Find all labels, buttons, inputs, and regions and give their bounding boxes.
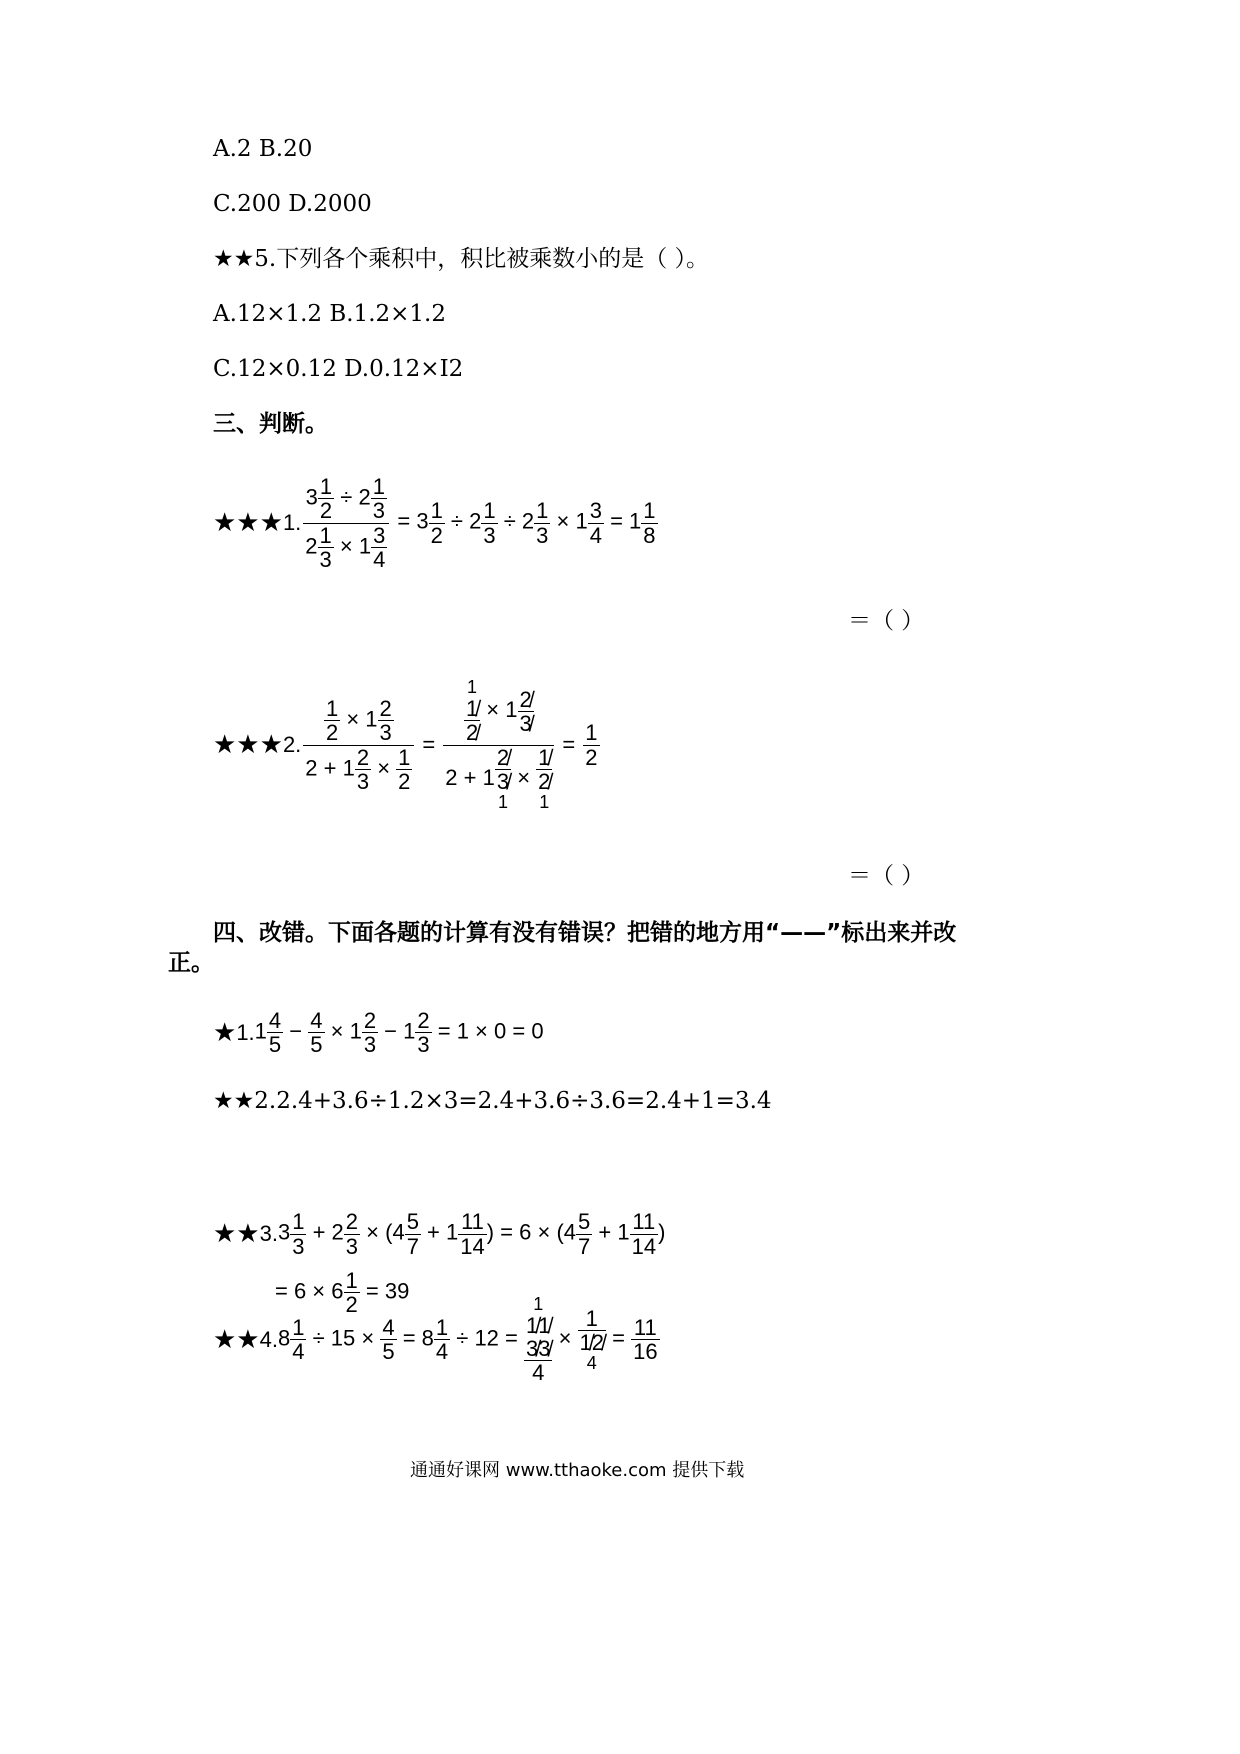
q5-options-row2: C.12×0.12 D.0.12×I2 <box>213 356 464 382</box>
fix3-expression: ★★ 3. 3 $\frac{1}{3}$ + 2 $\frac{2}{3}$ × (4 $\frac{5}{7}$ + 1 $\frac{11}{14}$ ) = 6 × (4 $\frac{5}{7}$ + 1 $\frac{11}{14}$ ) <box>213 1209 666 1259</box>
fix3-stars: ★★ <box>213 1219 260 1249</box>
q5-options-row1: A.12×1.2 B.1.2×1.2 <box>213 301 446 327</box>
footer-text: 通通好课网 www.tthaoke.com 提供下载 <box>410 1460 745 1481</box>
fix2-expression <box>213 1090 772 1113</box>
q5-stars: ★★ <box>213 246 255 272</box>
fix2-text: 2.2.4+3.6÷1.2×3=2.4+3.6÷3.6=2.4+1=3.4 <box>254 1088 772 1114</box>
judge2-cancelled-fraction: 1 1̸ 2̸ × 1 $\frac{2̸}{3̸}$ 2 + 1 2̸ 3̸ 1 × 1̸ 2̸ 1 <box>443 678 554 811</box>
judge1-label: 1. <box>282 510 302 535</box>
section4-heading-line1: 四、改错。下面各题的计算有没有错误？把错的地方用“——”标出来并改 <box>213 920 957 946</box>
fix2-stars: ★★ <box>213 1088 255 1114</box>
fix4-label: 4. <box>259 1327 278 1352</box>
judge1-stars: ★★★ <box>213 508 283 538</box>
fix3-label: 3. <box>259 1221 278 1246</box>
fix4-expression: ★★ 4. 8 $\frac{1}{4}$ ÷ 15 × $\frac{4}{5}$ = 8 $\frac{1}{4}$ ÷ 12 = 1 1̸1̸ 3̸3̸ 4 × 1 1̸2̸ 4 = $\frac{11}{16}$ <box>213 1294 658 1386</box>
q5-text: 5.下列各个乘积中，积比被乘数小的是（ ）。 <box>254 246 710 272</box>
judge1-big-fraction: 3 $\frac{1}{2}$ ÷ 2 $\frac{1}{3}$ 2 $\frac{1}{3}$ × 1 $\frac{3}{4}$ <box>303 475 389 570</box>
fix1-stars: ★ <box>213 1017 237 1048</box>
fix1-label: 1. <box>236 1019 255 1045</box>
q4-options-row1: A.2 B.20 <box>213 136 313 162</box>
fix3-continuation: = 6 × 6 $\frac{1}{2}$ = 39 <box>275 1267 410 1317</box>
section4-heading-line2: 正。 <box>168 950 214 976</box>
judge2-stars: ★★★ <box>213 730 283 760</box>
judge2-big-fraction: $\frac{1}{2}$ × 1 $\frac{2}{3}$ 2 + 1 $\frac{2}{3}$ × $\frac{1}{2}$ <box>303 697 414 792</box>
judge1-expression: ★★★ 1. 3 $\frac{1}{2}$ ÷ 2 $\frac{1}{3}$ 2 $\frac{1}{3}$ × 1 $\frac{3}{4}$ = 3 $\frac{1}{2}$ ÷ 2 $\frac{1}{3}$ ÷ 2 $\frac{1}{3}$ × 1 $\frac{3}{4}$ = 1 $\frac{1}{8}$ <box>213 474 656 572</box>
q4-options-row2: C.200 D.2000 <box>213 191 372 217</box>
fix1-expression: ★ 1. 1 $\frac{4}{5}$ − $\frac{4}{5}$ × 1 $\frac{2}{3}$ − 1 $\frac{2}{3}$ = 1 × 0 = 0 <box>213 1007 544 1057</box>
judge1-answer: ＝（ ） <box>848 608 925 634</box>
q5-question <box>213 248 709 271</box>
judge2-expression: ★★★ 2. $\frac{1}{2}$ × 1 $\frac{2}{3}$ 2 + 1 $\frac{2}{3}$ × $\frac{1}{2}$ = 1 1̸ 2̸ × 1 $\frac{2̸}{3̸}$ 2 + 1 2̸ 3̸ 1 × 1̸ 2̸ 1 = $\frac{1}{2}$ <box>213 677 598 812</box>
judge2-label: 2. <box>282 732 302 757</box>
judge2-answer: ＝（ ） <box>848 863 925 889</box>
section3-heading: 三、判断。 <box>213 411 328 437</box>
fix4-stars: ★★ <box>213 1325 260 1355</box>
